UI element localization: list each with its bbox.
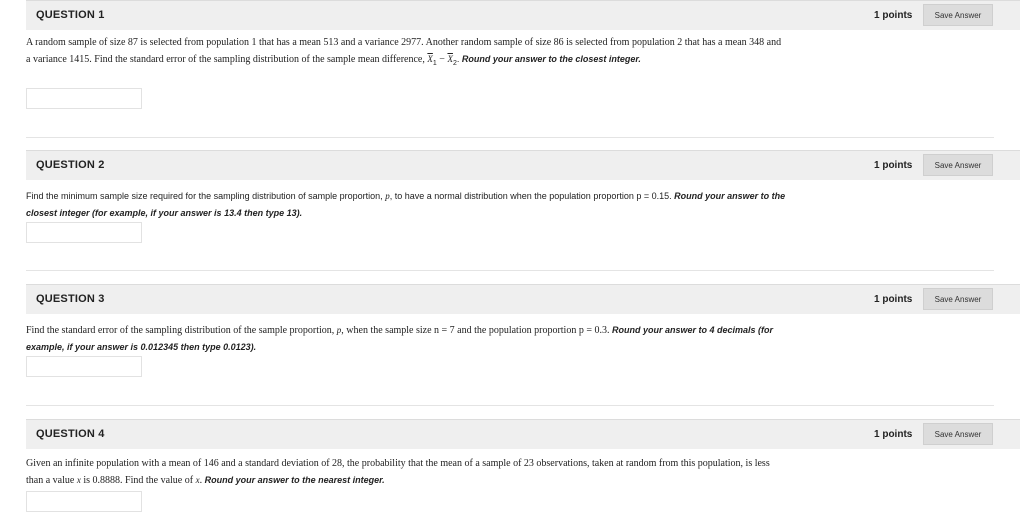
instruction-emphasis: Round your answer to 4 decimals (for example, if your answer is 0.012345 then type 0.0123). [26, 325, 774, 352]
math-x: x [195, 475, 200, 485]
answer-input[interactable] [26, 491, 142, 512]
save-answer-button[interactable]: Save Answer [923, 423, 993, 445]
question-header [26, 150, 1020, 180]
question-points: 1 points [874, 429, 913, 440]
question-title: QUESTION 4 [36, 428, 105, 440]
question-text: Given an infinite population with a mean of 146 and a standard deviation of 28, the probability that the mean of a sample of 23 observations, taken at random from this population, is less than a value x is 0.8888. Find the value of x. Round your answer to the nearest integer. [26, 458, 770, 486]
divider [26, 137, 994, 138]
question-text: A random sample of size 87 is selected from population 1 that has a mean 513 and a variance 2977. Another random sample of size 86 is selected from population 2 that has a mean 348 and a variance 1415. Find the standard error of the sampling distribution of the sample mean difference, $\overline{X}_1 - \overline{X}_2$. Round your answer to the closest integer. [26, 37, 782, 67]
save-answer-button[interactable]: Save Answer [923, 288, 993, 310]
divider [26, 270, 994, 271]
question-points: 1 points [874, 294, 913, 305]
save-answer-button[interactable]: Save Answer [923, 4, 993, 26]
question-text: Find the standard error of the sampling distribution of the sample proportion, p, when the sample size n = 7 and the population proportion p = 0.3. Round your answer to 4 decimals (for example, if your answer is 0.012345 then type 0.0123). [26, 325, 774, 352]
math-x-bar-2: $\overline{X}$ [447, 54, 453, 64]
math-p-hat: p [385, 191, 390, 201]
question-header [26, 419, 1020, 449]
question-header [26, 0, 1020, 30]
question-title: QUESTION 3 [36, 293, 105, 305]
save-answer-button[interactable]: Save Answer [923, 154, 993, 176]
math-p-hat: p [336, 325, 342, 335]
divider [26, 405, 994, 406]
question-title: QUESTION 1 [36, 9, 105, 21]
instruction-emphasis: Round your answer to the closest integer. [461, 54, 641, 64]
question-title: QUESTION 2 [36, 159, 105, 171]
math-x: x [76, 475, 81, 485]
question-points: 1 points [874, 160, 913, 171]
instruction-emphasis: Round your answer to the closest integer (for example, if your answer is 13.4 then type 13). [26, 191, 786, 218]
instruction-emphasis: Round your answer to the nearest integer. [204, 475, 385, 485]
answer-input[interactable] [26, 88, 142, 109]
question-text: Find the minimum sample size required for the sampling distribution of sample proportion, p, to have a normal distribution when the population proportion p = 0.15. Round your answer to the closest integer (for example, if your answer is 13.4 then type 13). [26, 191, 786, 218]
answer-input[interactable] [26, 222, 142, 243]
math-x-bar-1: $\overline{X}$ [427, 54, 433, 64]
answer-input[interactable] [26, 356, 142, 377]
question-points: 1 points [874, 10, 913, 21]
question-header [26, 284, 1020, 314]
